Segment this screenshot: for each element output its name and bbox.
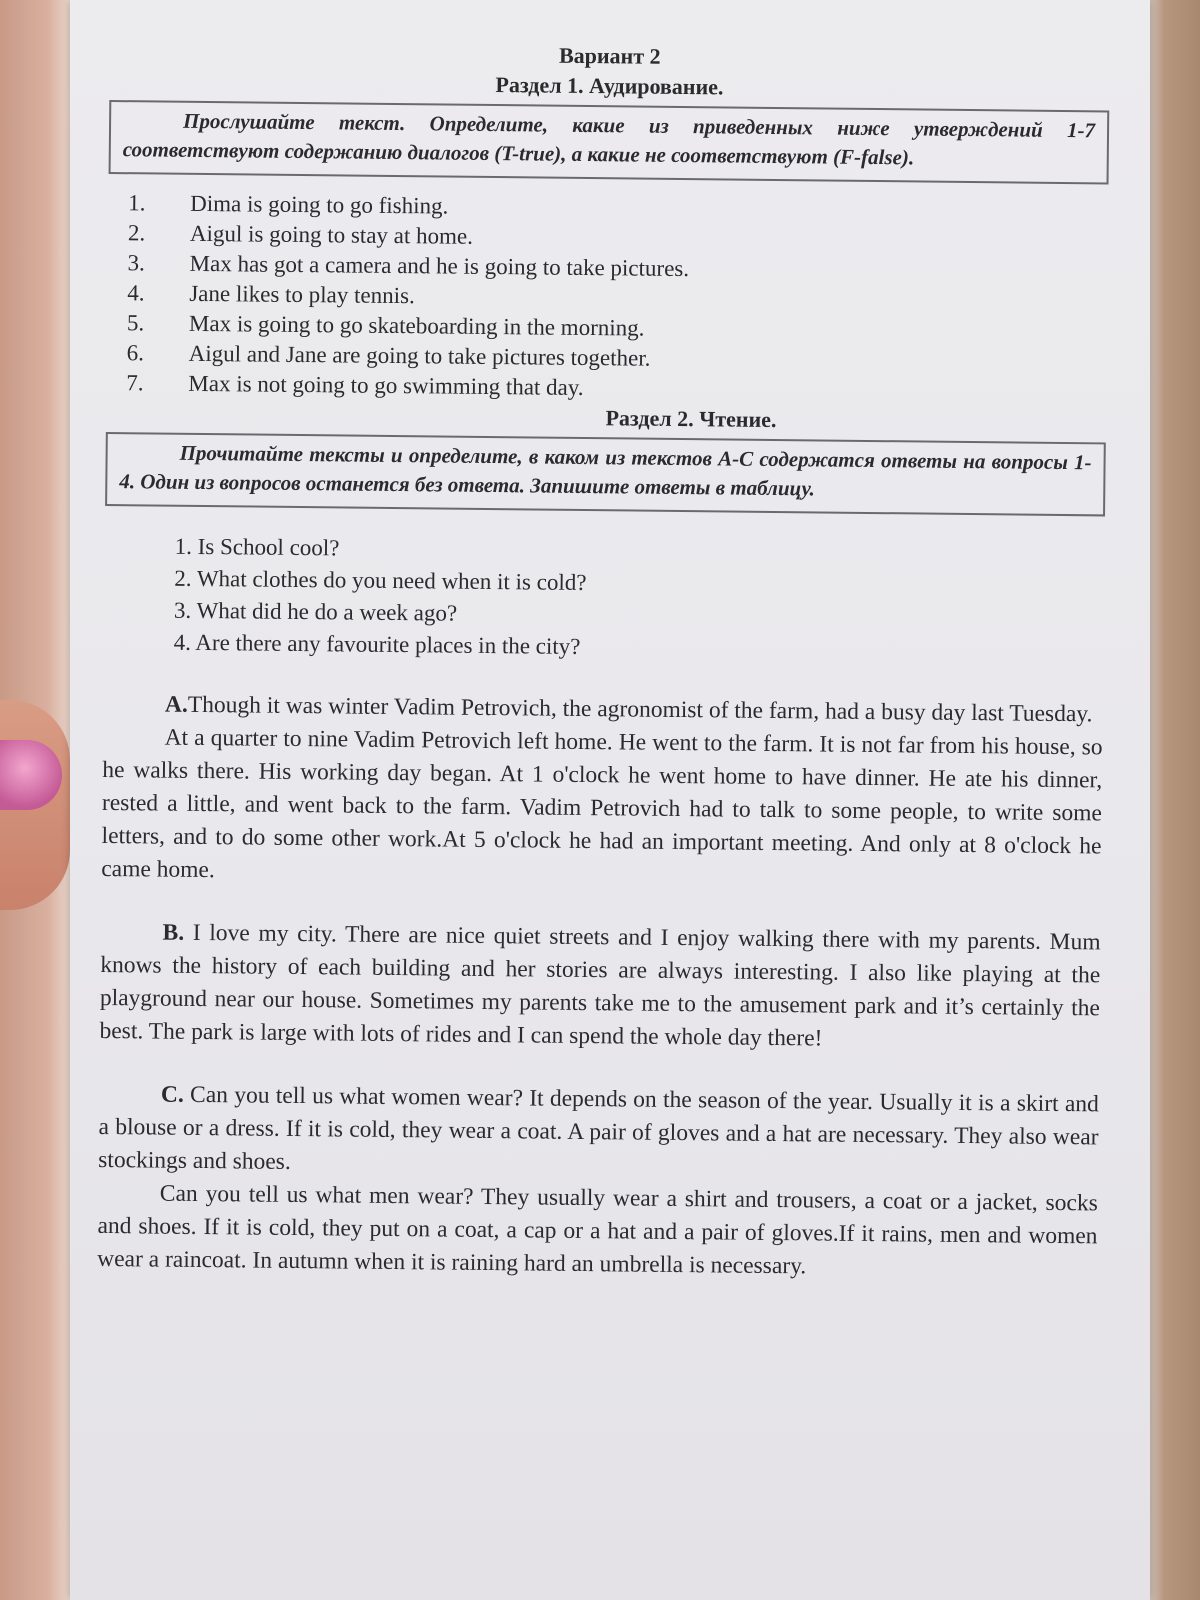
text-c-label: C. xyxy=(160,1081,184,1108)
text-a-paragraph-2: At a quarter to nine Vadim Petrovich left home. He went to the farm. It is not far from his house, so he walks there. His working day began. At 1 o'clock he went home to have dinner. He ate his dinner, rested a little, and went back to the farm. Vadim Petrovich had to talk to some people, to write some letters, and to do some other work.At 5 o'clock he had an important meeting. And only at 8 o'clock he came home. xyxy=(101,724,1103,884)
section2-instruction: Прочитайте тексты и определите, в каком из текстов А-С содержатся ответы на вопросы 1-4. Один из вопросов останется без ответа. Запишите ответы в таблицу. xyxy=(119,440,1092,501)
list-item: 7. Max is not going to go swimming that day. xyxy=(126,370,584,400)
worksheet-page xyxy=(70,0,1150,1600)
text-c-paragraph-1: C. Can you tell us what women wear? It depends on the season of the year. Usually it is a skirt and a blouse or a dress. If it is cold, they wear a coat. A pair of gloves and a hat are necessary. They also wear stockings and shoes. xyxy=(98,1081,1100,1175)
variant-title: Вариант 2 xyxy=(558,42,661,69)
text-a-paragraph-1: A.Though it was winter Vadim Petrovich, the agronomist of the farm, had a busy day last Tuesday. xyxy=(164,691,1093,728)
section1-heading: Раздел 1. Аудирование. xyxy=(495,72,724,100)
text-b-paragraph: B. I love my city. There are nice quiet streets and I enjoy walking there with my parents. Mum knows the history of each building and her stories are always interesting. I also like playing at the playground near our house. Sometimes my parents take me to the amusement park and it’s certainly the best. The park is large with lots of rides and I can spend the whole day there! xyxy=(99,919,1101,1052)
section1-instruction-box xyxy=(109,100,1110,184)
questions-list xyxy=(173,531,1104,669)
list-item: 5. Max is going to go skateboarding in the morning. xyxy=(126,310,645,341)
section2-heading: Раздел 2. Чтение. xyxy=(605,405,777,432)
list-item: 3. What did he do a week ago? xyxy=(173,597,458,626)
text-b-label: B. xyxy=(162,919,185,946)
list-item: 1. Is School cool? xyxy=(174,533,340,561)
text-a-label: A. xyxy=(164,691,188,718)
list-item: 3. Max has got a camera and he is going to take pictures. xyxy=(127,250,690,282)
section2-instruction-box xyxy=(105,432,1106,516)
list-item: 1. Dima is going to go fishing. xyxy=(128,190,449,219)
list-item: 4. Are there any favourite places in the city? xyxy=(173,629,581,659)
page-content xyxy=(97,36,1110,1286)
list-item: 2. Aigul is going to stay at home. xyxy=(127,220,474,249)
text-c-paragraph-2: Can you tell us what men wear? They usually wear a shirt and trousers, a coat or a jacket, socks and shoes. If it is cold, they put on a coat, a cap or a hat and a pair of gloves.If it rains, men and women wear a raincoat. In autumn when it is raining hard an umbrella is necessary. xyxy=(97,1180,1098,1280)
list-item: 6. Aigul and Jane are going to take pictures together. xyxy=(126,340,651,371)
list-item: 4. Jane likes to play tennis. xyxy=(127,280,415,309)
statements-list xyxy=(106,188,1108,408)
list-item: 2. What clothes do you need when it is cold? xyxy=(174,565,587,596)
section1-instruction: Прослушайте текст. Определите, какие из приведенных ниже утверждений 1-7 соответствуют содержанию диалогов (T-true), а какие не соответствуют (F-false). xyxy=(122,108,1096,170)
